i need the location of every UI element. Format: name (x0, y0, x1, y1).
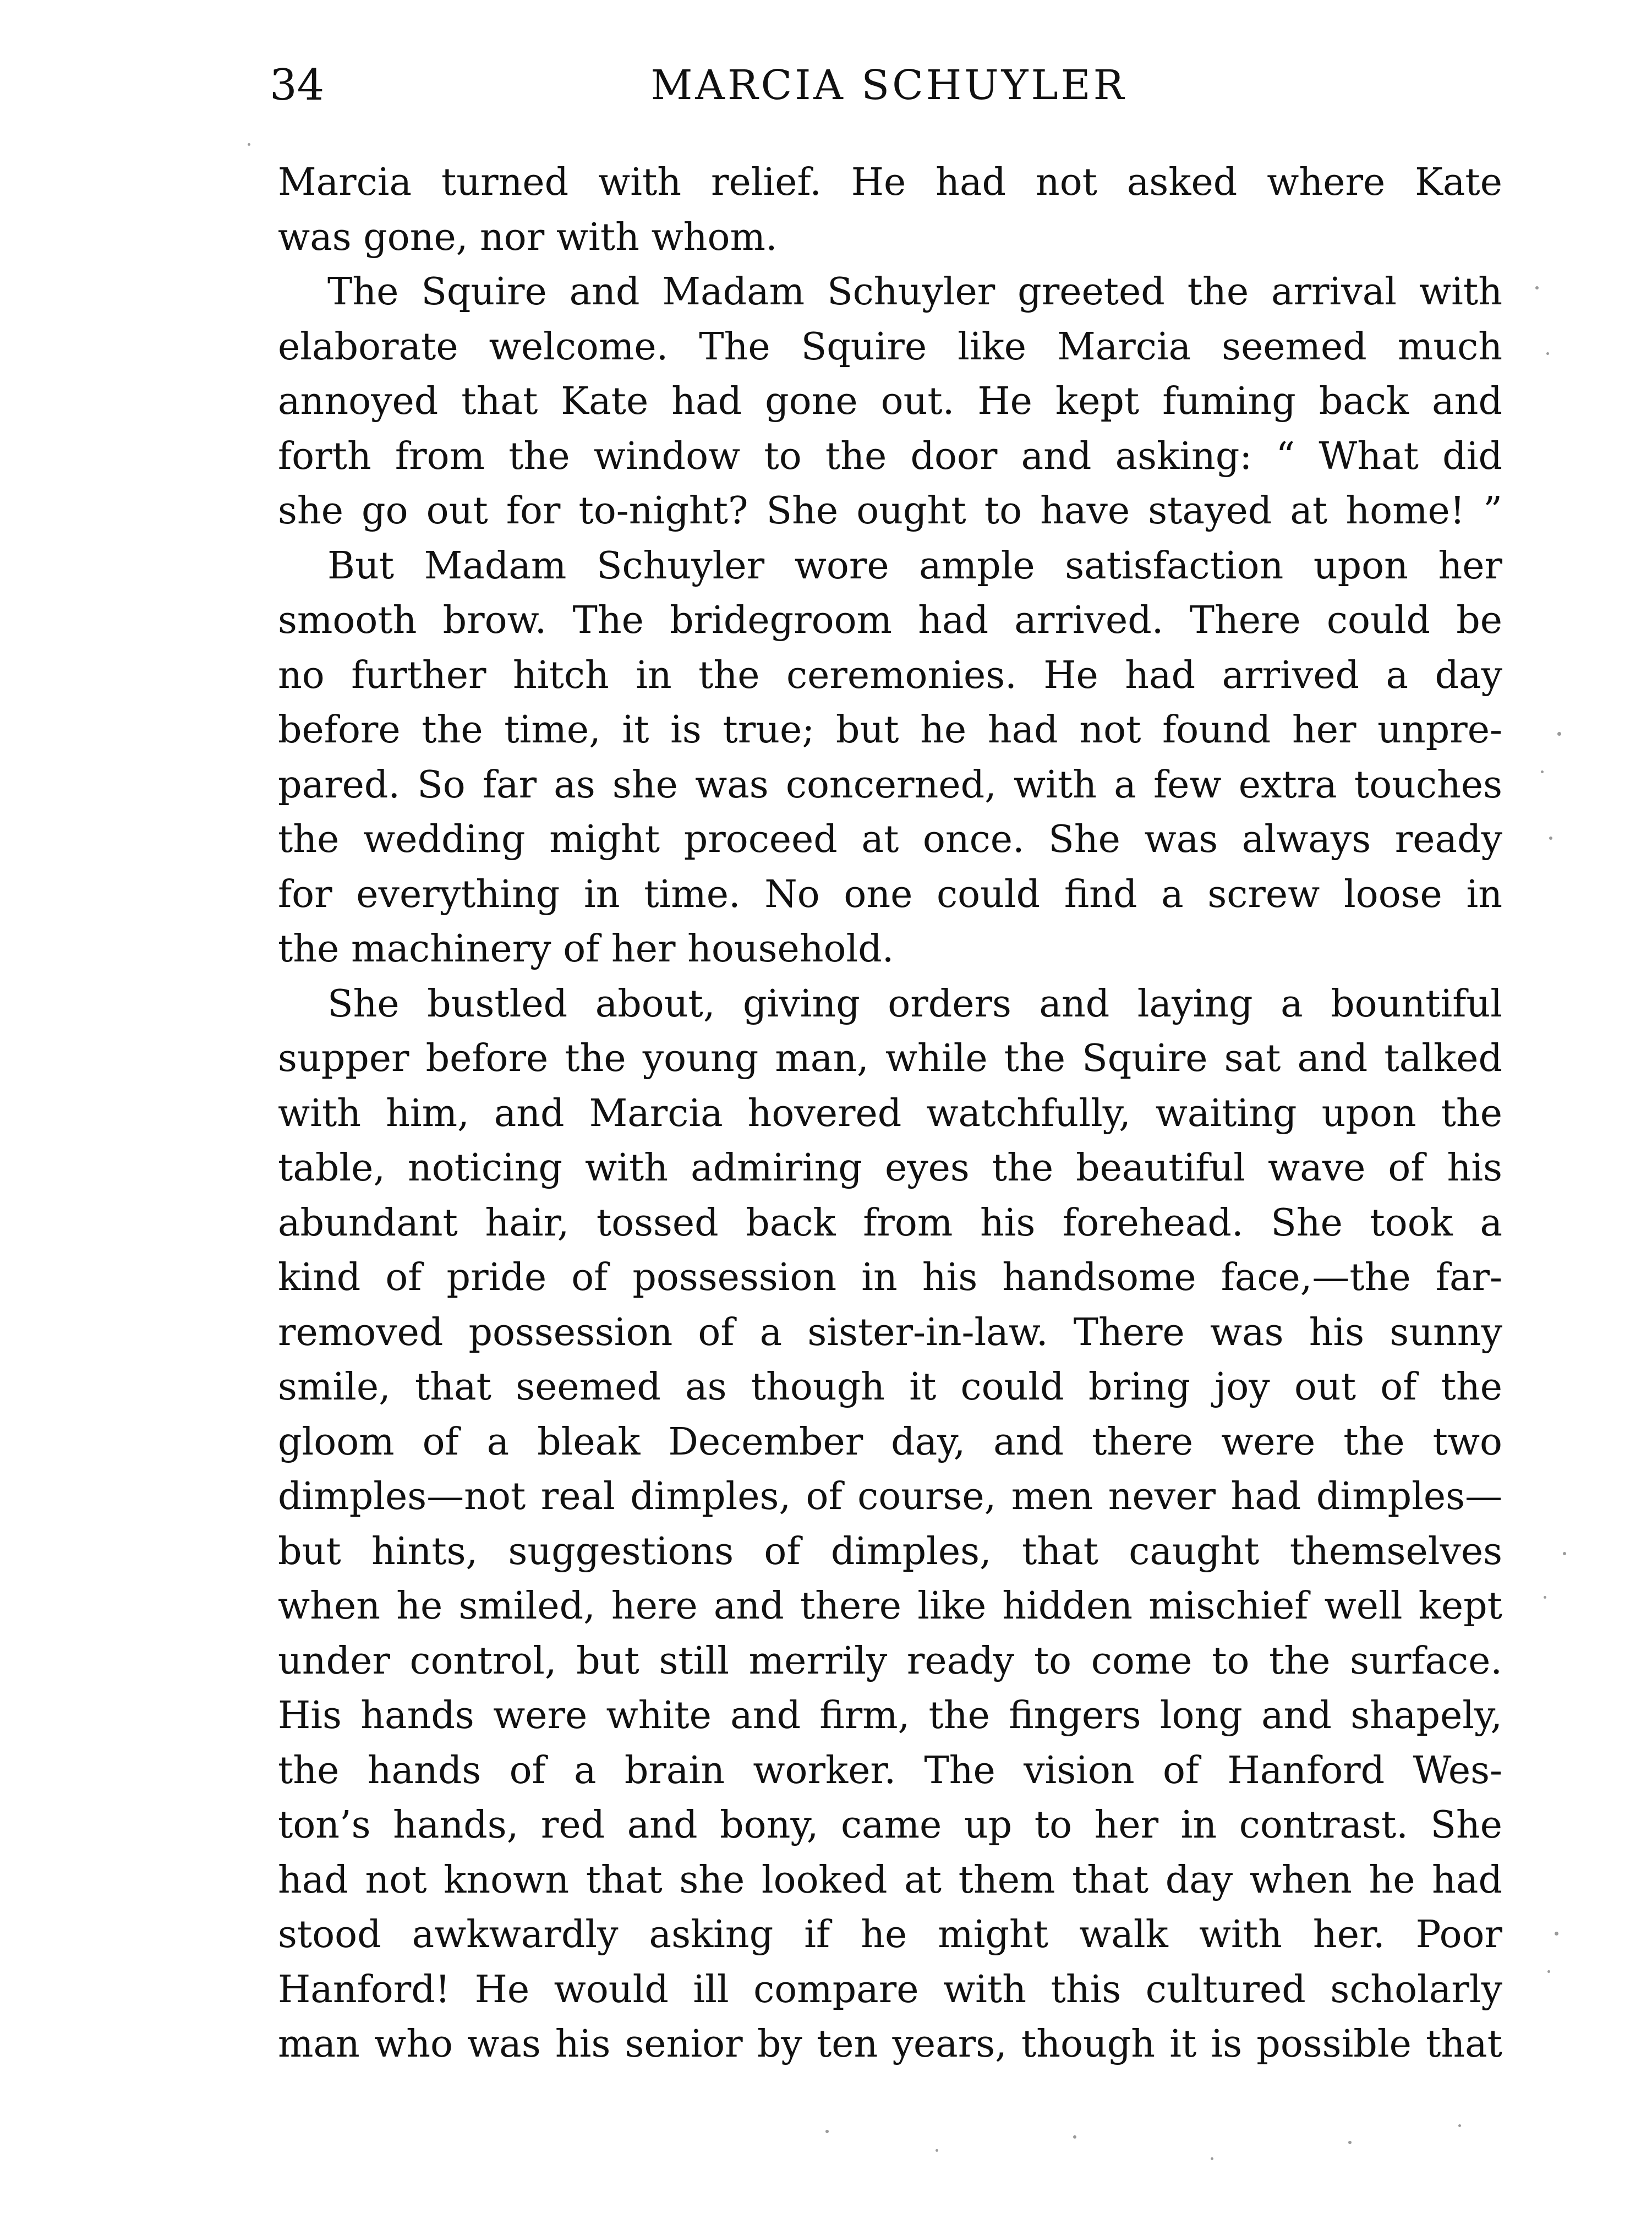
text-line: the hands of a brain worker. The vision of Hanford Wes- (278, 1748, 1502, 1792)
scan-speck (1348, 2141, 1352, 2144)
scan-speck (1555, 1932, 1558, 1936)
text-line: she go out for to-night? She ought to have stayed at home! ” (278, 489, 1502, 533)
text-line: Hanford! He would ill compare with this cultured scholarly (278, 1967, 1502, 2011)
scan-speck (936, 2149, 938, 2152)
scan-speck (1535, 286, 1539, 289)
scan-speck (1549, 837, 1552, 840)
text-line: She bustled about, giving orders and laying a bountiful (327, 982, 1502, 1026)
text-line: But Madam Schuyler wore ample satisfaction upon her (327, 544, 1502, 588)
scan-speck (1544, 1596, 1546, 1599)
text-line: pared. So far as she was concerned, with a few extra touches (278, 763, 1502, 807)
text-line: dimples—not real dimples, of course, men never had dimples— (278, 1475, 1502, 1518)
text-line: stood awkwardly asking if he might walk with her. Poor (278, 1913, 1502, 1956)
text-line: with him, and Marcia hovered watchfully, waiting upon the (278, 1091, 1502, 1135)
text-line: gloom of a bleak December day, and there were the two (278, 1420, 1502, 1464)
text-line: but hints, suggestions of dimples, that caught themselves (278, 1529, 1502, 1573)
scan-speck (1547, 1970, 1550, 1973)
scan-speck (1458, 2124, 1461, 2127)
text-line: Marcia turned with relief. He had not asked where Kate (278, 161, 1502, 204)
scan-speck (248, 143, 250, 146)
body-text (278, 155, 1502, 2072)
text-line: was gone, nor with whom. (278, 215, 778, 259)
text-line: His hands were white and firm, the fingers long and shapely, (278, 1694, 1502, 1737)
text-line: no further hitch in the ceremonies. He had arrived a day (278, 653, 1502, 697)
text-line: man who was his senior by ten years, though it is possible that (278, 2022, 1502, 2066)
text-line: table, noticing with admiring eyes the beautiful wave of his (278, 1146, 1502, 1190)
scan-speck (1211, 2157, 1213, 2160)
text-line: before the time, it is true; but he had not found her unpre- (278, 708, 1502, 752)
scan-speck (825, 2130, 829, 2133)
text-line: under control, but still merrily ready to come to the surface. (278, 1639, 1502, 1683)
running-title: MARCIA SCHUYLER (650, 62, 1127, 109)
scan-speck (1541, 770, 1544, 773)
text-line: annoyed that Kate had gone out. He kept fuming back and (278, 380, 1502, 423)
text-line: forth from the window to the door and asking: “ What did (278, 434, 1502, 478)
text-line: smile, that seemed as though it could bring joy out of the (278, 1365, 1502, 1409)
text-line: supper before the young man, while the Squire sat and talked (278, 1037, 1502, 1080)
page-number: 34 (270, 61, 325, 110)
text-line: smooth brow. The bridegroom had arrived. There could be (278, 599, 1502, 642)
scan-speck (1073, 2135, 1076, 2139)
page-header (270, 55, 1508, 127)
text-line: abundant hair, tossed back from his forehead. She took a (278, 1201, 1502, 1245)
text-line: for everything in time. No one could find a screw loose in (278, 872, 1502, 916)
scan-speck (1546, 352, 1549, 355)
text-line: The Squire and Madam Schuyler greeted the arrival with (327, 270, 1502, 314)
scan-speck (1563, 1552, 1566, 1555)
text-line: ton’s hands, red and bony, came up to her in contrast. She (278, 1803, 1502, 1847)
text-line: removed possession of a sister-in-law. There was his sunny (278, 1310, 1502, 1354)
text-line: kind of pride of possession in his handsome face,—the far- (278, 1256, 1502, 1299)
text-line: elaborate welcome. The Squire like Marcia seemed much (278, 325, 1502, 369)
text-line: the wedding might proceed at once. She was always ready (278, 818, 1502, 861)
text-line: the machinery of her household. (278, 927, 894, 971)
text-line: when he smiled, here and there like hidden mischief well kept (278, 1584, 1502, 1628)
text-line: had not known that she looked at them that day when he had (278, 1858, 1502, 1902)
scan-speck (1557, 732, 1561, 736)
